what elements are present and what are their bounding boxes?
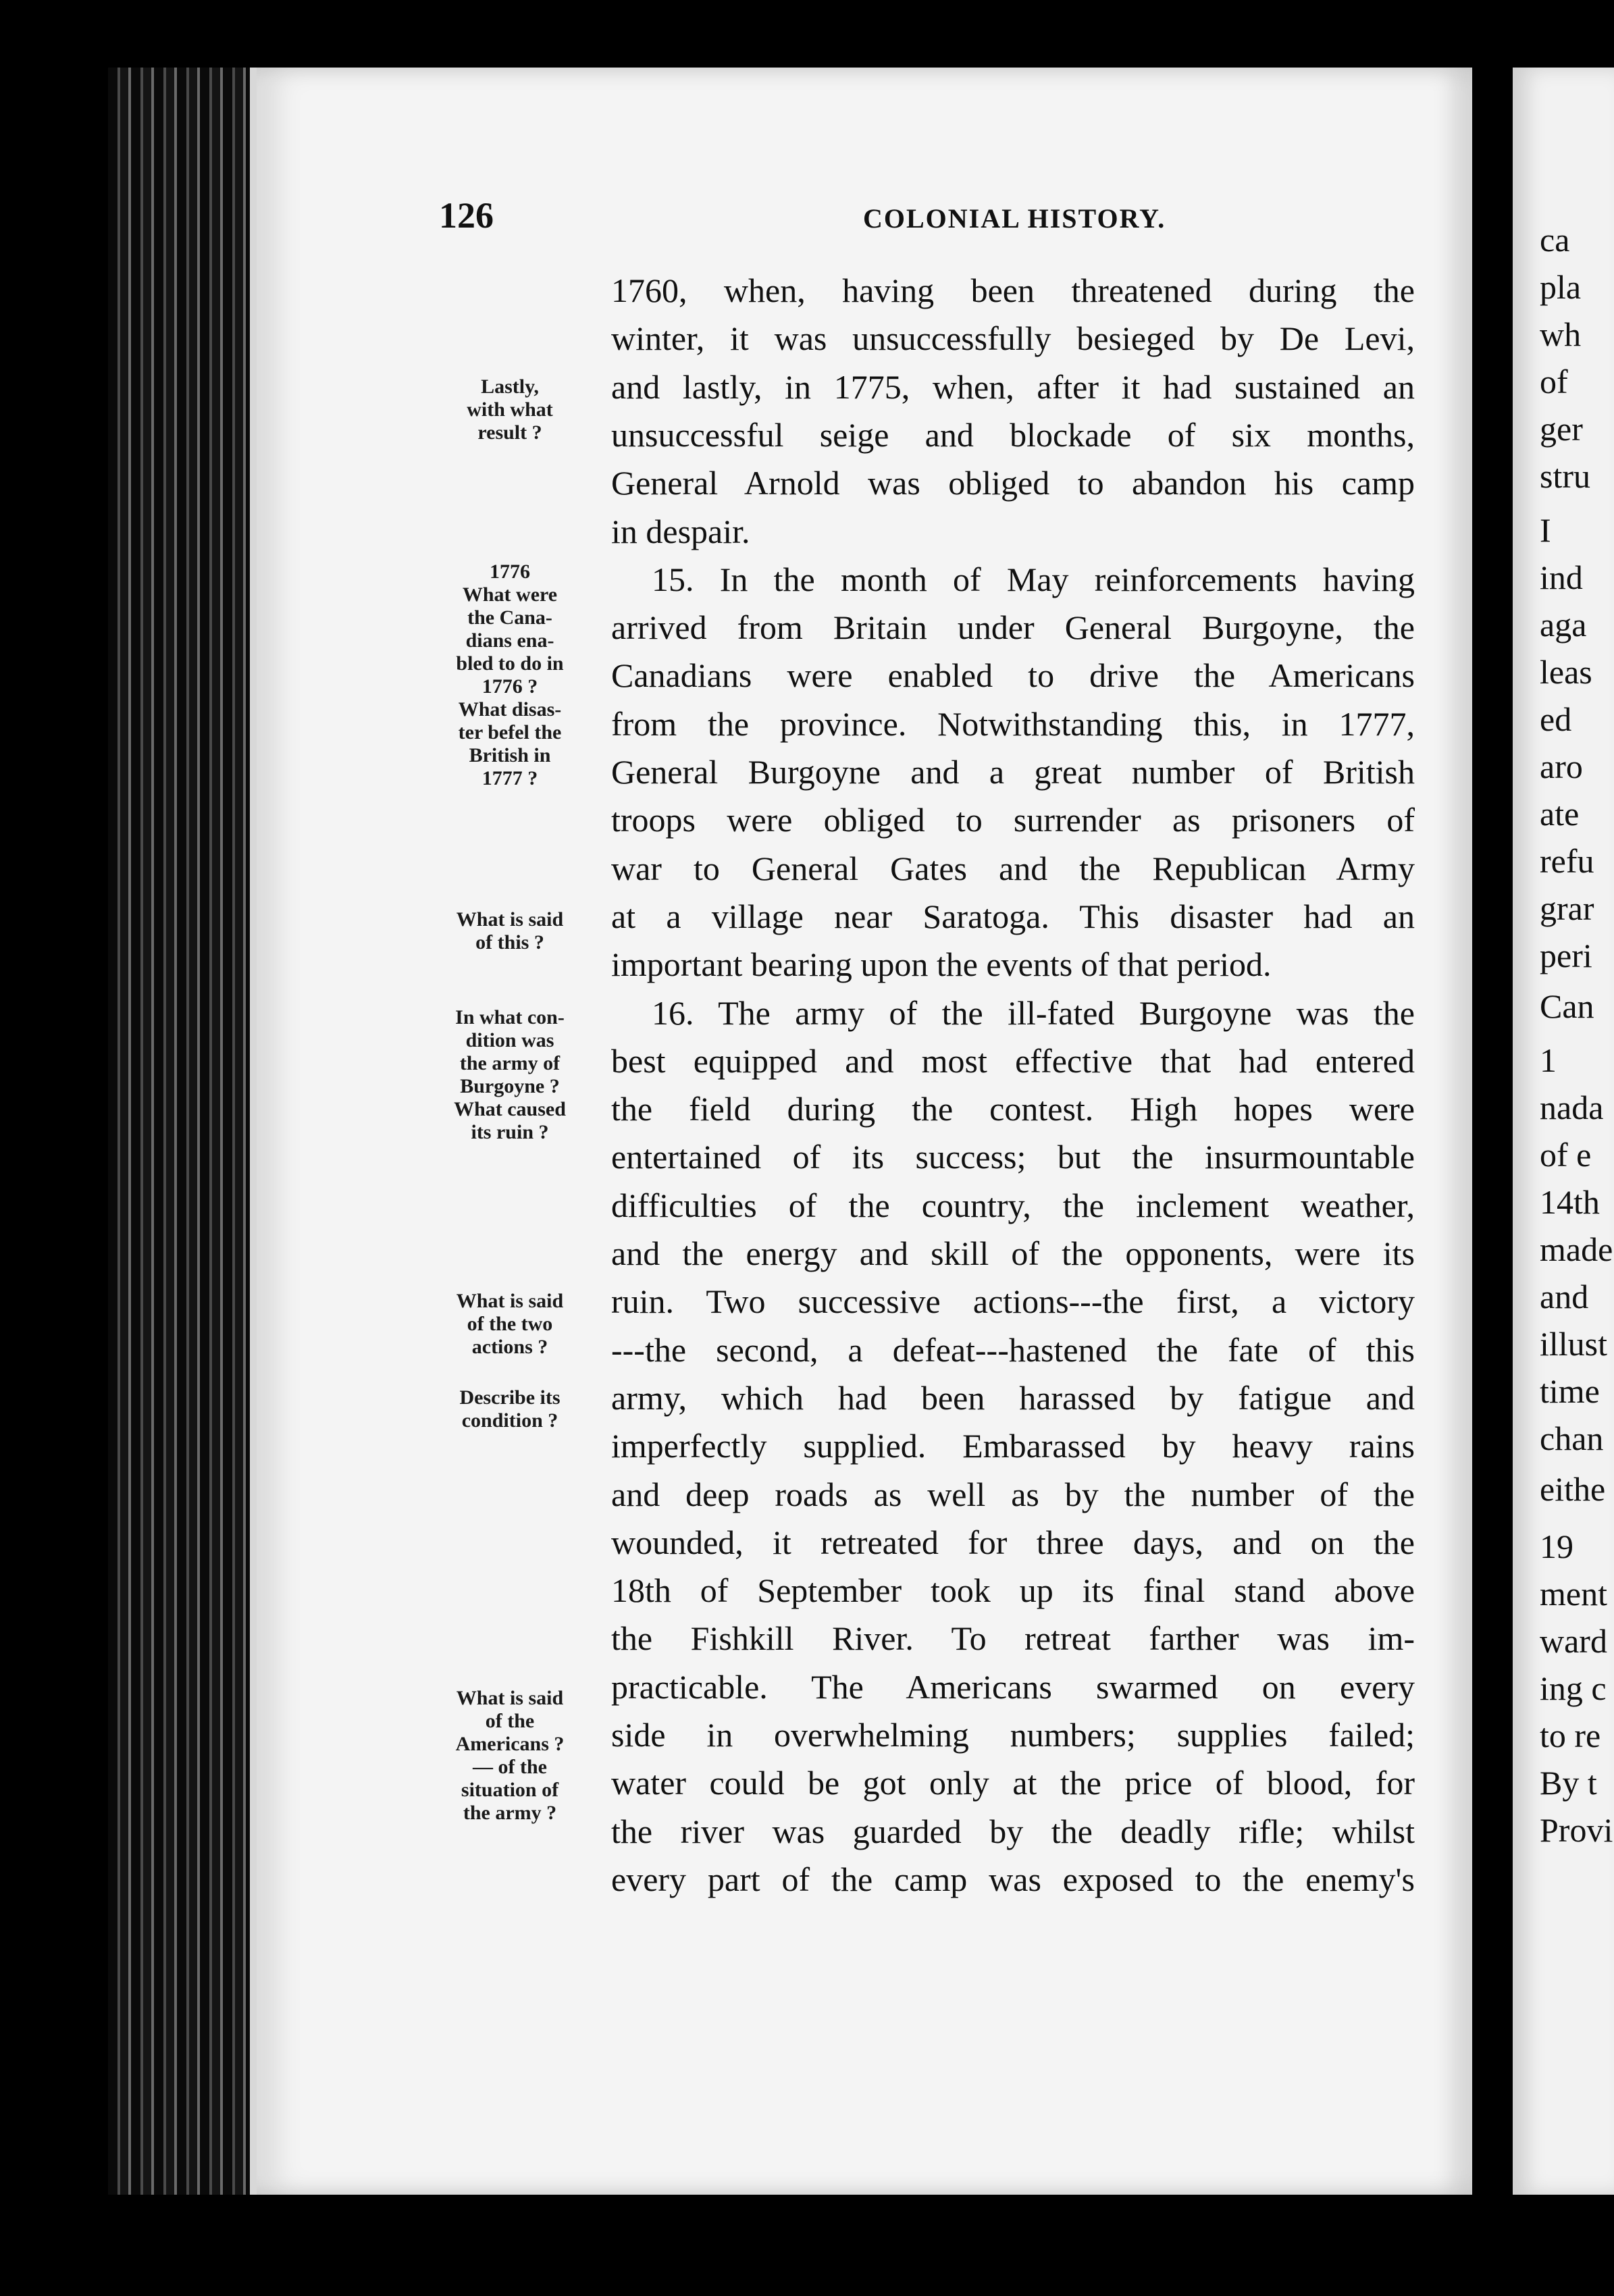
- right-page-line: 1: [1540, 1041, 1557, 1079]
- body-line: the field during the contest. High hopes were: [611, 1090, 1415, 1128]
- margin-note-line: bled to do in: [456, 652, 564, 675]
- body-line: 15. In the month of May reinforcements having: [652, 560, 1415, 598]
- right-page-line: of e: [1540, 1136, 1592, 1174]
- body-line: important bearing upon the events of that period.: [611, 945, 1272, 984]
- right-page-line: 14th: [1540, 1183, 1600, 1221]
- body-line: 18th of September took up its final stand above: [611, 1571, 1415, 1610]
- right-page-line: nada: [1540, 1089, 1604, 1126]
- right-page-line: Can: [1540, 987, 1594, 1025]
- margin-note-line: What is said: [456, 1290, 564, 1312]
- margin-note-1776: [422, 560, 598, 790]
- margin-note-line: British in: [469, 744, 551, 766]
- right-page-line: ate: [1540, 795, 1580, 833]
- right-page-line: ed: [1540, 700, 1572, 738]
- margin-note-actions: [422, 1290, 598, 1359]
- right-page-line: time: [1540, 1372, 1600, 1410]
- body-line: imperfectly supplied. Embarassed by heavy rains: [611, 1427, 1415, 1465]
- margin-note-line: What is said: [456, 908, 564, 931]
- right-page-line: to re: [1540, 1717, 1601, 1754]
- right-page-line: grar: [1540, 889, 1594, 927]
- right-page-line: peri: [1540, 937, 1592, 974]
- right-page-line: ca: [1540, 221, 1570, 259]
- right-page-line: leas: [1540, 653, 1592, 691]
- right-page-line: ind: [1540, 558, 1583, 596]
- body-line: the Fishkill River. To retreat farther was im-: [611, 1619, 1415, 1658]
- right-page-line: wh: [1540, 315, 1582, 353]
- margin-note-line: the Cana-: [467, 606, 552, 629]
- margin-note-condition: [422, 1006, 598, 1144]
- body-line: difficulties of the country, the inclement weather,: [611, 1186, 1415, 1224]
- margin-note-line: of this ?: [475, 931, 544, 954]
- right-page-line: Provi: [1540, 1811, 1613, 1849]
- body-line: 16. The army of the ill-fated Burgoyne was the: [652, 993, 1415, 1032]
- body-line: water could be got only at the price of blood, for: [611, 1764, 1415, 1802]
- margin-note-line: What were: [462, 583, 558, 606]
- body-line: the river was guarded by the deadly rifle; whilst: [611, 1812, 1415, 1850]
- body-line: every part of the camp was exposed to the enemy's: [611, 1860, 1415, 1898]
- margin-note-line: What disas-: [458, 698, 562, 721]
- body-line: unsuccessful seige and blockade of six months,: [611, 415, 1415, 454]
- margin-note-line: result ?: [477, 421, 542, 444]
- body-line: General Burgoyne and a great number of British: [611, 753, 1415, 791]
- margin-note-line: What is said: [456, 1687, 564, 1709]
- margin-note-line: actions ?: [471, 1336, 548, 1358]
- right-page-line: ing c: [1540, 1669, 1607, 1707]
- right-page-fragment: [1513, 68, 1614, 2195]
- body-line: army, which had been harassed by fatigue and: [611, 1378, 1415, 1417]
- margin-note-line: Lastly,: [481, 375, 539, 398]
- margin-note-line: In what con-: [455, 1006, 565, 1028]
- margin-note-line: with what: [467, 398, 553, 421]
- right-page-line: ger: [1540, 410, 1583, 448]
- right-page-line: 19: [1540, 1528, 1573, 1565]
- right-page-line: pla: [1540, 268, 1582, 306]
- margin-note-line: situation of: [461, 1779, 559, 1801]
- margin-note-line: Americans ?: [455, 1733, 565, 1755]
- right-page-line: ward: [1540, 1622, 1607, 1660]
- right-page-line: chan: [1540, 1419, 1604, 1457]
- body-line: at a village near Saratoga. This disaster had an: [611, 897, 1415, 935]
- book-page-edges: [108, 68, 270, 2195]
- right-page-line: aro: [1540, 748, 1583, 785]
- margin-note-line: its ruin ?: [471, 1121, 549, 1143]
- right-page-line: stru: [1540, 457, 1590, 495]
- body-line: war to General Gates and the Republican Army: [611, 849, 1415, 887]
- body-line: practicable. The Americans swarmed on every: [611, 1667, 1415, 1706]
- margin-note-line: What caused: [454, 1098, 566, 1120]
- margin-note-this: [422, 908, 598, 954]
- body-line: arrived from Britain under General Burgoyne, the: [611, 608, 1415, 647]
- right-page-line: aga: [1540, 606, 1587, 644]
- margin-note-line: 1776 ?: [481, 675, 538, 698]
- margin-note-line: the army ?: [463, 1802, 557, 1824]
- right-page-line: refu: [1540, 842, 1594, 880]
- page-number: 126: [439, 195, 494, 236]
- body-line: in despair.: [611, 512, 750, 550]
- body-line: Canadians were enabled to drive the Americans: [611, 656, 1415, 695]
- margin-note-describe: [422, 1386, 598, 1432]
- margin-note-lastly: [422, 375, 598, 444]
- body-line: entertained of its success; but the insurmountable: [611, 1138, 1415, 1176]
- margin-note-line: Describe its: [459, 1386, 561, 1409]
- margin-note-line: dians ena-: [465, 629, 554, 652]
- margin-note-line: 1776: [490, 560, 530, 583]
- body-line: from the province. Notwithstanding this, in 1777,: [611, 704, 1415, 743]
- margin-note-line: the army of: [459, 1052, 561, 1074]
- body-line: best equipped and most effective that had entered: [611, 1041, 1415, 1080]
- right-page-line: eithe: [1540, 1470, 1606, 1508]
- right-page-line: I: [1540, 511, 1551, 549]
- right-page-line: By t: [1540, 1764, 1597, 1802]
- body-line: ruin. Two successive actions---the first, a victory: [611, 1282, 1415, 1321]
- right-page-line: illust: [1540, 1325, 1608, 1363]
- margin-note-line: 1777 ?: [481, 767, 538, 789]
- right-page-line: of: [1540, 363, 1568, 400]
- right-page-line: made: [1540, 1230, 1613, 1268]
- body-line: troops were obliged to surrender as prisoners of: [611, 801, 1415, 839]
- right-page-line: and: [1540, 1278, 1589, 1315]
- body-line: wounded, it retreated for three days, and on the: [611, 1523, 1415, 1561]
- body-line: and deep roads as well as by the number of the: [611, 1475, 1415, 1513]
- margin-note-line: Burgoyne ?: [460, 1075, 560, 1097]
- margin-note-line: dition was: [465, 1029, 554, 1051]
- body-line: and lastly, in 1775, when, after it had sustained an: [611, 367, 1415, 406]
- body-line: and the energy and skill of the opponents, were its: [611, 1234, 1415, 1272]
- margin-note-line: of the two: [467, 1313, 553, 1335]
- body-line: 1760, when, having been threatened during the: [611, 271, 1415, 309]
- body-line: winter, it was unsuccessfully besieged by De Levi,: [611, 319, 1415, 358]
- margin-note-line: condition ?: [461, 1409, 558, 1432]
- margin-note-line: — of the: [473, 1756, 547, 1778]
- margin-note-americans: [422, 1687, 598, 1825]
- body-line: side in overwhelming numbers; supplies failed;: [611, 1716, 1415, 1754]
- margin-note-line: ter befel the: [458, 721, 562, 743]
- margin-note-line: of the: [485, 1710, 535, 1732]
- running-head: COLONIAL HISTORY.: [863, 203, 1166, 234]
- body-line: ---the second, a defeat---hastened the fate of this: [611, 1330, 1415, 1369]
- body-line: General Arnold was obliged to abandon his camp: [611, 464, 1415, 502]
- right-page-line: ment: [1540, 1575, 1607, 1613]
